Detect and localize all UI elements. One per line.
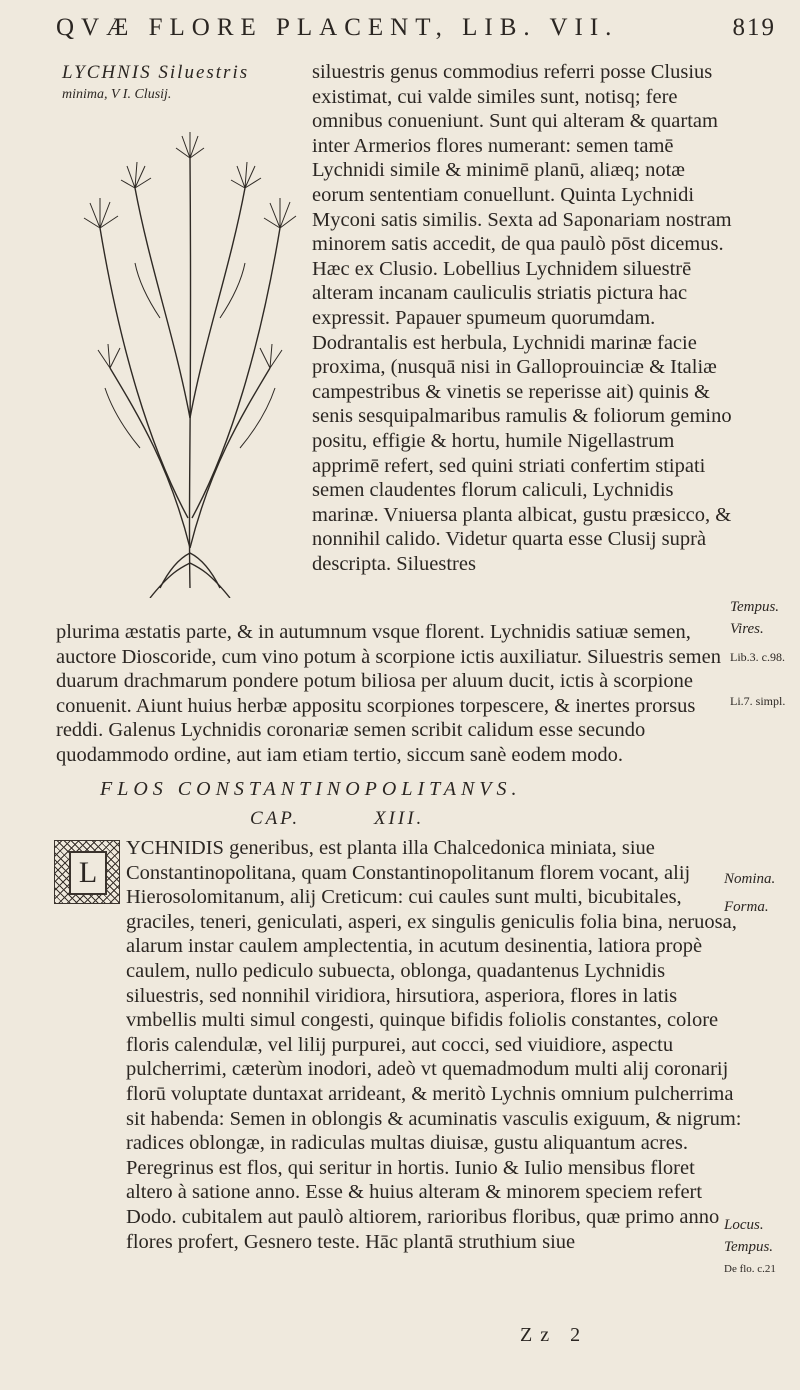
margin-note-li7: Li.7. simpl.: [730, 694, 786, 708]
full-width-text: [56, 620, 746, 768]
plant-illustration: [80, 118, 300, 598]
margin-note-lib3: Lib.3. c.98.: [730, 650, 785, 664]
section-title: FLOS CONSTANTINOPOLITANVS.: [100, 778, 522, 800]
chapter-paragraph: YCHNIDIS generibus, est planta illa Chalcedonica miniata, siue Constantinopolitana, quam Constantinopolitanum florem vocant, alij Hierosolomitanum, alij Creticum: cui caules sunt multi, bicubitales, graciles, teneri, geniculati, asperi, ex singulis geniculis folia bina, neruosa, alarum instar caulem amplectentia, in acutum desinentia, latiora propè caulem, nullo pediculo subuecta, oblonga, quadantenus Lychnidis siluestris, sed nonnihil viridiora, hirsutiora, asperiora, flores in latis vmbellis multi simul congesti, quinque bifidis foliolis constantes, colore floris calendulæ, vel lilij purpurei, aut cocci, sed viuidiore, aspectu pulcherrimi, cæterùm inodori, adeò vt quemadmodum multi alij coronarij florū voluptate duntaxat arrideant, & meritò Lychnis omnium pulcherrima sit habenda: Semen in oblongis & acuminatis vasculis exiguum, & nigrum: radices oblongæ, in radiculas multas diuisæ, gustu aliquantum acres. Peregrinus est flos, qui seritur in hortis. Iunio & Iulio mensibus floret altero à satione anno. Esse & huius alteram & minorem speciem refert Dodo. cubitalem aut paulò altiorem, rarioribus floribus, quæ primo anno flores profert, Gesnero teste. Hāc plantā struthium siue: [126, 837, 742, 1253]
margin-note-locus: Locus.: [724, 1217, 764, 1233]
column-paragraph: siluestris genus commodius referri posse Clusius existimat, cui valde similes sunt, notisq; fere omnibus conueniunt. Sunt qui alteram & quartam inter Armerios flores numerant: semen tamē Lychnidi simile & minimē planū, aliæq; notæ eorum sententiam conuellunt. Quinta Lychnidi Myconi satis similis. Sexta ad Saponariam nostram minorem satis accedit, de qua paulò pōst dicemus. Hæc ex Clusio. Lobellius Lychnidem siluestrē alteram incanam cauliculis striatis pictura hac expressit. Papauer spumeum quorumdam. Dodrantalis est herbula, Lychnidi marinæ facie proxima, (nusquā nisi in Galloprouinciæ & Italiæ campestribus & vinetis se reperisse ait) quinis & senis sesquipalmaribus ramulis & foliorum gemino positu, effigie & hortu, humile Nigellastrum apprimē refert, sed quini striati confertim stipati semen claudentes florum caliculi, Lychnidis marinæ. Vniuersa planta albicat, gustu præsicco, & nonnihil calido. Videtur quarta esse Clusij suprà descripta. Siluestres: [312, 61, 732, 575]
full-paragraph: plurima æstatis parte, & in autumnum vsque florent. Lychnidis satiuæ semen, auctore Dioscoride, cum vino potum à scorpione ictis auxiliatur. Siluestris semen duarum drachmarum pondere potum biliosa per aluum ducit, ictis à scorpione conuenit. Aiunt huius herbæ appositu scorpiones torpescere, & inertes prorsus reddi. Galenus Lychnidis coronariæ semen scribit calidum esse secundo quodammodo ordine, aut iam etiam tertio, siccum sanè eodem modo.: [56, 621, 721, 766]
margin-notes-block: [730, 596, 792, 640]
margin-refs-block: [730, 646, 792, 712]
chapter-heading: [250, 808, 424, 830]
drop-cap: L: [69, 851, 107, 895]
chapter-number: XIII.: [373, 808, 425, 829]
running-header: [56, 14, 776, 50]
margin-note-vires: Vires.: [730, 621, 764, 637]
margin-note-tempus: Tempus.: [730, 599, 780, 615]
plant-subtitle: minima, V I. Clusij.: [62, 87, 172, 102]
column-text: [312, 60, 742, 576]
running-head: QVÆ FLORE PLACENT, LIB. VII.: [56, 14, 619, 41]
margin-note-tempus-2: Tempus.: [724, 1239, 774, 1255]
signature-mark: Zz 2: [520, 1324, 589, 1346]
plant-name: LYCHNIS Siluestris: [62, 62, 250, 83]
margin-note-deflo: De flo. c.21: [724, 1263, 776, 1275]
margin-note-nomina: Nomina.: [724, 871, 776, 887]
chapter-text: [56, 836, 746, 1254]
page-number: 819: [732, 14, 776, 41]
chapter-label: CAP.: [250, 808, 301, 829]
plant-title: [62, 62, 302, 106]
margin-note-forma: Forma.: [724, 899, 769, 915]
